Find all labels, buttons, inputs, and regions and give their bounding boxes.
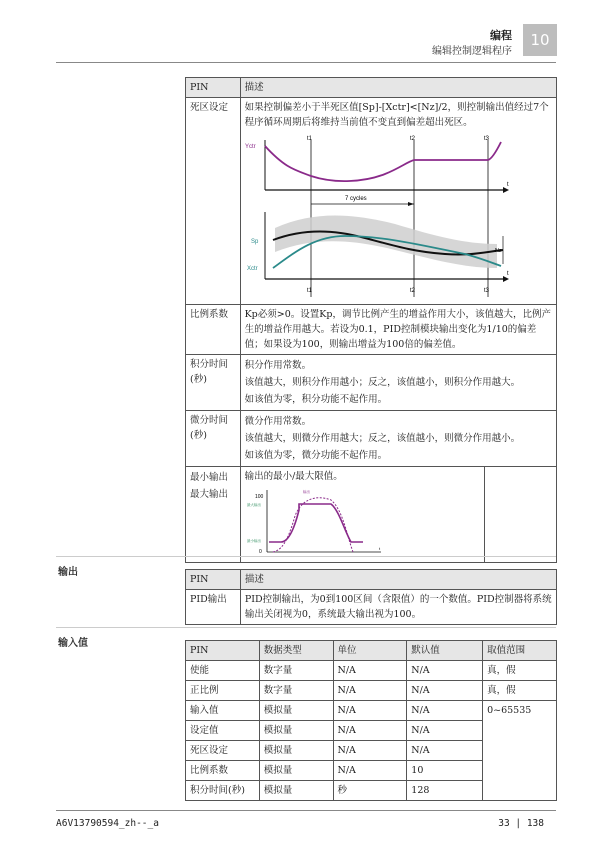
row-pin — [186, 467, 241, 563]
table-row — [186, 590, 557, 625]
yctr-curve — [265, 142, 501, 181]
row-desc — [240, 467, 485, 563]
desc-text: 输出的最小/最大限值。 — [244, 471, 343, 482]
table-row — [186, 98, 557, 305]
cell: 模拟量 — [259, 761, 333, 781]
t-axis-bottom: t — [506, 271, 509, 277]
unclipped-output-curve — [273, 498, 353, 552]
row-pin: PID输出 — [186, 590, 241, 625]
peak-label: 输出 — [302, 490, 310, 494]
header-cell: 默认值 — [407, 641, 483, 661]
cell: 真，假 — [483, 681, 557, 701]
header-cell: 数据类型 — [259, 641, 333, 661]
header-cell: 单位 — [333, 641, 407, 661]
row-desc — [240, 98, 556, 305]
t2-bottom: t2 — [409, 288, 415, 294]
desc-line: 如该值为零，微分功能不起作用。 — [244, 450, 388, 461]
t-axis-top: t — [506, 182, 509, 188]
doc-number: A6V13790594_zh--_a — [56, 818, 159, 829]
table-row — [186, 355, 557, 411]
t3-top: t3 — [483, 136, 489, 142]
clipped-output-curve — [269, 504, 363, 542]
cell: 模拟量 — [259, 741, 333, 761]
t-axis-label: t — [378, 546, 380, 551]
cell: N/A — [333, 741, 407, 761]
cell: 输入值 — [186, 701, 260, 721]
pin-min: 最小输出 — [190, 472, 229, 483]
deadband-chart — [245, 132, 513, 302]
header-rule — [56, 62, 556, 63]
cell: 比例系数 — [186, 761, 260, 781]
table-row — [186, 661, 557, 681]
header-pin: PIN — [186, 78, 241, 98]
cell: N/A — [407, 701, 483, 721]
t3-bottom: t3 — [483, 288, 489, 294]
header-desc: 描述 — [240, 78, 556, 98]
cell: 死区设定 — [186, 741, 260, 761]
inputs-section-title: 输入值 — [58, 638, 88, 649]
cell: 数字量 — [259, 681, 333, 701]
row-desc: PID控制输出，为0到100区间（含限值）的一个数值。PID控制器将系统输出关闭视为0，系统最大输出视为100。 — [240, 590, 556, 625]
minmax-chart — [245, 486, 385, 558]
desc-line: 该值越大，则微分作用越大；反之，该值越小，则微分作用越小。 — [244, 433, 521, 444]
table-row — [186, 467, 557, 563]
table-header-row — [186, 570, 557, 590]
cell: N/A — [333, 721, 407, 741]
deadband-band — [275, 216, 497, 269]
row-desc — [240, 411, 556, 467]
cell: 秒 — [333, 781, 407, 801]
range-cell: 0~65535 — [483, 701, 557, 801]
cell: 积分时间(秒) — [186, 781, 260, 801]
cell: N/A — [407, 661, 483, 681]
row-extra — [485, 467, 557, 563]
footer-rule — [56, 810, 556, 811]
t2-top: t2 — [409, 136, 415, 142]
row-pin: 死区设定 — [186, 98, 241, 305]
cell: 设定值 — [186, 721, 260, 741]
cell: N/A — [333, 661, 407, 681]
table-row — [186, 701, 557, 721]
desc-line: 积分作用常数。 — [244, 360, 312, 371]
yctr-label: Yctr — [244, 144, 256, 150]
cell: N/A — [333, 761, 407, 781]
table-row — [186, 411, 557, 467]
output-section-title: 输出 — [58, 567, 78, 578]
cell: N/A — [333, 701, 407, 721]
cycles-label: 7 cycles — [344, 196, 367, 202]
row-pin: 比例系数 — [186, 305, 241, 355]
cell: N/A — [407, 681, 483, 701]
inputs-table — [185, 640, 557, 801]
section-rule — [56, 627, 556, 628]
header-cell: 取值范围 — [483, 641, 557, 661]
y0-label: 0 — [258, 549, 262, 555]
cell: N/A — [407, 721, 483, 741]
t1-bottom: t1 — [306, 288, 312, 294]
sp-label: Sp — [250, 239, 258, 245]
row-pin: 微分时间(秒) — [186, 411, 241, 467]
nz-label: Nz — [494, 248, 502, 254]
desc-text: 如果控制偏差小于半死区值[Sp]-[Xctr]<[Nz]/2，则控制输出值经过7个程序循环周期后将维持当前值不变直到偏差超出死区。 — [244, 102, 549, 128]
max-label: 最大输出 — [246, 503, 261, 507]
table-header-row — [186, 78, 557, 98]
table-row — [186, 305, 557, 355]
pin-max: 最大输出 — [190, 489, 229, 500]
min-label: 最小输出 — [246, 539, 261, 543]
desc-line: 微分作用常数。 — [244, 416, 312, 427]
chapter-subtitle: 编辑控制逻辑程序 — [432, 46, 512, 57]
output-table — [185, 569, 557, 625]
header-desc: 描述 — [240, 570, 556, 590]
xctr-label: Xctr — [246, 266, 258, 272]
cell: 真，假 — [483, 661, 557, 681]
table-row — [186, 681, 557, 701]
cell: 模拟量 — [259, 701, 333, 721]
desc-line: 如该值为零，积分功能不起作用。 — [244, 394, 388, 405]
cell: 模拟量 — [259, 781, 333, 801]
y100-label: 100 — [254, 494, 263, 500]
row-desc — [240, 355, 556, 411]
cell: 128 — [407, 781, 483, 801]
chapter-title: 编程 — [490, 29, 512, 42]
row-desc: Kp必须>0。设置Kp，调节比例产生的增益作用大小，该值越大，比例产生的增益作用越大。若设为0.1，PID控制模块输出变化为1/10的偏差值；如果设为100，则输出增益为100倍的偏差值。 — [240, 305, 556, 355]
row-pin: 积分时间(秒) — [186, 355, 241, 411]
page-number: 33 | 138 — [498, 818, 544, 829]
cell: 正比例 — [186, 681, 260, 701]
chapter-number: 10 — [523, 24, 557, 56]
cell: 模拟量 — [259, 721, 333, 741]
header-cell: PIN — [186, 641, 260, 661]
cell: N/A — [333, 681, 407, 701]
header-pin: PIN — [186, 570, 241, 590]
table-header-row — [186, 641, 557, 661]
desc-line: 该值越大，则积分作用越小；反之，该值越小，则积分作用越大。 — [244, 377, 521, 388]
cell: 10 — [407, 761, 483, 781]
cell: N/A — [407, 741, 483, 761]
cell: 数字量 — [259, 661, 333, 681]
t1-top: t1 — [306, 136, 312, 142]
parameter-table — [185, 77, 557, 563]
section-rule — [56, 556, 556, 557]
cell: 使能 — [186, 661, 260, 681]
